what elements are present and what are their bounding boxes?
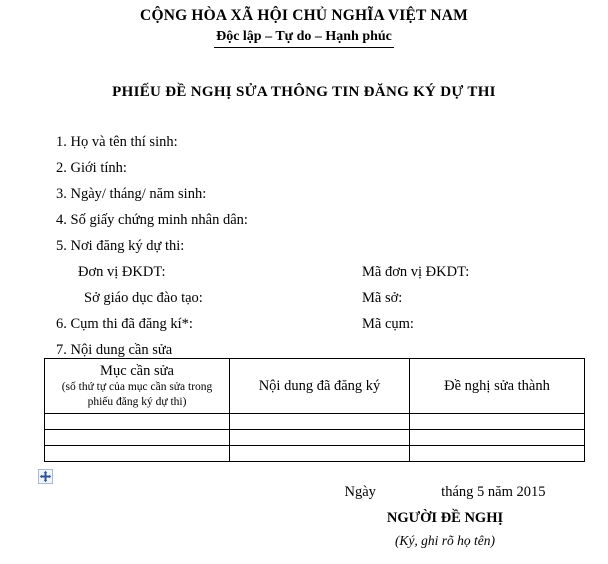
national-motto: Độc lập – Tự do – Hạnh phúc (214, 28, 394, 48)
form-field-list (56, 129, 566, 363)
footer-date-prefix: Ngày (344, 484, 376, 500)
table-cell-muc-can-sua[interactable] (45, 430, 230, 446)
table-cell-noi-dung-da-dang-ky[interactable] (230, 446, 410, 462)
field-label-gioi-tinh: 2. Giới tính: (56, 160, 127, 176)
field-label-ma-don-vi-dkdt: Mã đơn vị ĐKDT: (362, 264, 470, 280)
table-cell-de-nghi-sua-thanh[interactable] (410, 430, 585, 446)
footer-date-line (300, 481, 590, 503)
table-row[interactable] (45, 430, 585, 446)
national-motto-wrapper (0, 28, 608, 48)
document-footer (300, 481, 590, 550)
table-cell-noi-dung-da-dang-ky[interactable] (230, 430, 410, 446)
footer-date-rest: tháng 5 năm 2015 (441, 484, 546, 500)
form-row-cmnd (56, 207, 566, 233)
table-header-muc-can-sua-main: Mục cần sửa (100, 362, 174, 379)
field-label-noi-dung-can-sua: 7. Nội dung cần sửa (56, 342, 173, 358)
form-row-ho-ten (56, 129, 566, 155)
field-label-cmnd: 4. Số giấy chứng minh nhân dân: (56, 212, 248, 228)
field-label-cum-thi: 6. Cụm thi đã đăng kí*: (56, 316, 193, 332)
footer-signer-title: NGƯỜI ĐỀ NGHỊ (386, 510, 504, 526)
move-arrows-icon (39, 470, 52, 483)
table-header-muc-can-sua-sub-line2: phiếu đăng ký dự thi) (87, 395, 187, 408)
table-header-muc-can-sua-sub-line1: (số thứ tự của mục cần sửa trong (61, 380, 213, 393)
form-row-ngay-sinh (56, 181, 566, 207)
table-header-cell-noi-dung-da-dang-ky (230, 359, 410, 414)
field-label-ma-cum: Mã cụm: (362, 316, 414, 332)
document-title: PHIẾU ĐỀ NGHỊ SỬA THÔNG TIN ĐĂNG KÝ DỰ THI (112, 84, 496, 100)
table-header-de-nghi-sua-thanh: Đề nghị sửa thành (444, 377, 550, 394)
table-cell-muc-can-sua[interactable] (45, 414, 230, 430)
form-row-cum-thi (56, 311, 566, 337)
field-label-noi-dang-ky: 5. Nơi đăng ký dự thi: (56, 238, 185, 254)
field-label-ngay-sinh: 3. Ngày/ tháng/ năm sinh: (56, 186, 207, 202)
field-label-ma-so: Mã sở: (362, 290, 403, 306)
table-cell-de-nghi-sua-thanh[interactable] (410, 446, 585, 462)
form-row-don-vi-dkdt (56, 259, 566, 285)
edit-request-table (44, 358, 585, 462)
national-header (0, 6, 608, 48)
form-row-gioi-tinh (56, 155, 566, 181)
form-row-noi-dang-ky (56, 233, 566, 259)
national-title: CỘNG HÒA XÃ HỘI CHỦ NGHĨA VIỆT NAM (140, 7, 468, 24)
table-row[interactable] (45, 446, 585, 462)
footer-signature-note: (Ký, ghi rõ họ tên) (394, 533, 496, 548)
table-header-cell-de-nghi-sua-thanh (410, 359, 585, 414)
table-cell-noi-dung-da-dang-ky[interactable] (230, 414, 410, 430)
field-label-so-gddt: Sở giáo dục đào tạo: (84, 290, 203, 306)
field-label-ho-ten: 1. Họ và tên thí sinh: (56, 134, 178, 150)
table-row[interactable] (45, 414, 585, 430)
table-cell-de-nghi-sua-thanh[interactable] (410, 414, 585, 430)
table-cell-muc-can-sua[interactable] (45, 446, 230, 462)
table-move-handle[interactable] (38, 469, 53, 484)
table-header-cell-muc-can-sua (45, 359, 230, 414)
table-header-row (45, 359, 585, 414)
table-header-noi-dung-da-dang-ky: Nội dung đã đăng ký (258, 377, 381, 394)
field-label-don-vi-dkdt: Đơn vị ĐKDT: (78, 264, 166, 280)
form-row-so-gddt (56, 285, 566, 311)
